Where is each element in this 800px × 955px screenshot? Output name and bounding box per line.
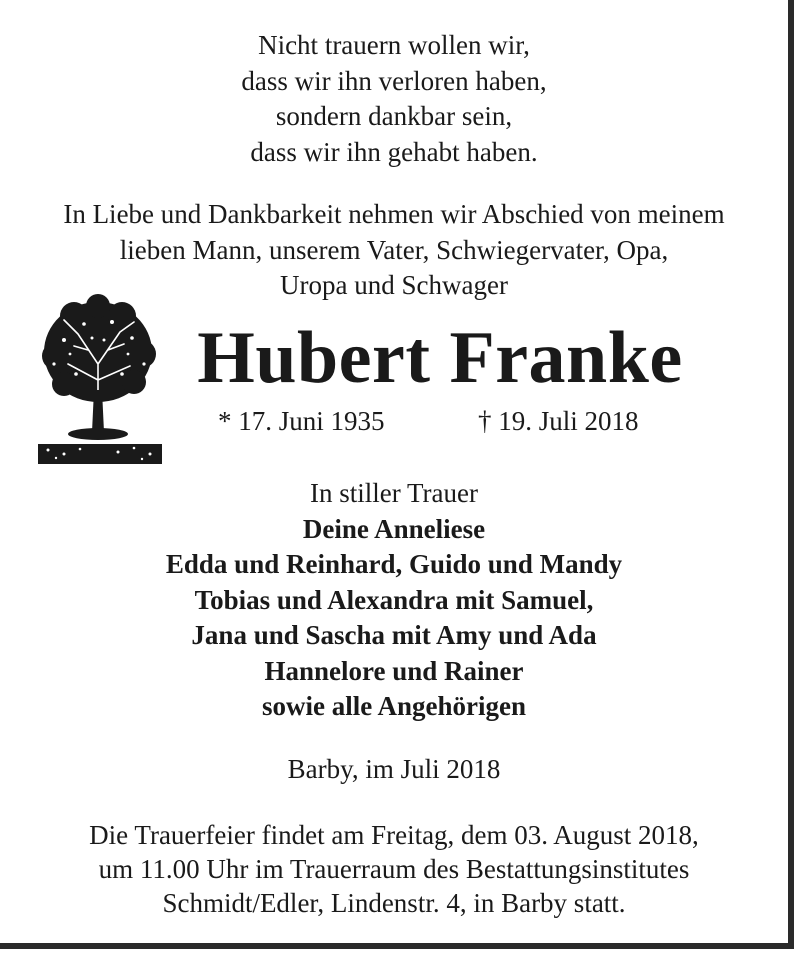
birth-date: * 17. Juni 1935 [218,406,385,436]
poem-line: dass wir ihn gehabt haben. [250,136,538,167]
poem-line: Nicht trauern wollen wir, [258,30,530,60]
memorial-poem [0,28,788,170]
farewell-line: lieben Mann, unserem Vater, Schwiegervater, Opa, [119,234,669,265]
mourner-name: Jana und Sascha mit Amy und Ada [191,620,597,650]
farewell-line: In Liebe und Dankbarkeit nehmen wir Abschied von meinem [63,199,725,229]
mourners-intro: In stiller Trauer [310,478,478,508]
farewell-text [0,197,788,304]
mourners-list [0,476,788,725]
ceremony-line: Die Trauerfeier findet am Freitag, dem 03. August 2018, [89,820,699,850]
mourner-name: sowie alle Angehörigen [262,691,526,721]
death-date: † 19. Juli 2018 [478,406,639,436]
deceased-name: Hubert Franke [197,317,683,399]
poem-line: sondern dankbar sein, [275,101,513,131]
farewell-line: Uropa und Schwager [280,270,508,300]
poem-line: dass wir ihn verloren haben, [241,65,547,96]
place-date: Barby, im Juli 2018 [287,754,501,784]
ceremony-line: Schmidt/Edler, Lindenstr. 4, in Barby statt. [162,888,626,918]
mourner-name: Edda und Reinhard, Guido und Mandy [165,549,623,579]
mourner-name: Hannelore und Rainer [264,655,524,686]
ceremony-details [0,818,788,920]
ceremony-line: um 11.00 Uhr im Trauerraum des Bestattungsinstitutes [98,854,690,884]
tree-icon [34,294,164,466]
mourner-name: Deine Anneliese [302,513,486,544]
mourner-name: Tobias und Alexandra mit Samuel, [194,584,594,615]
